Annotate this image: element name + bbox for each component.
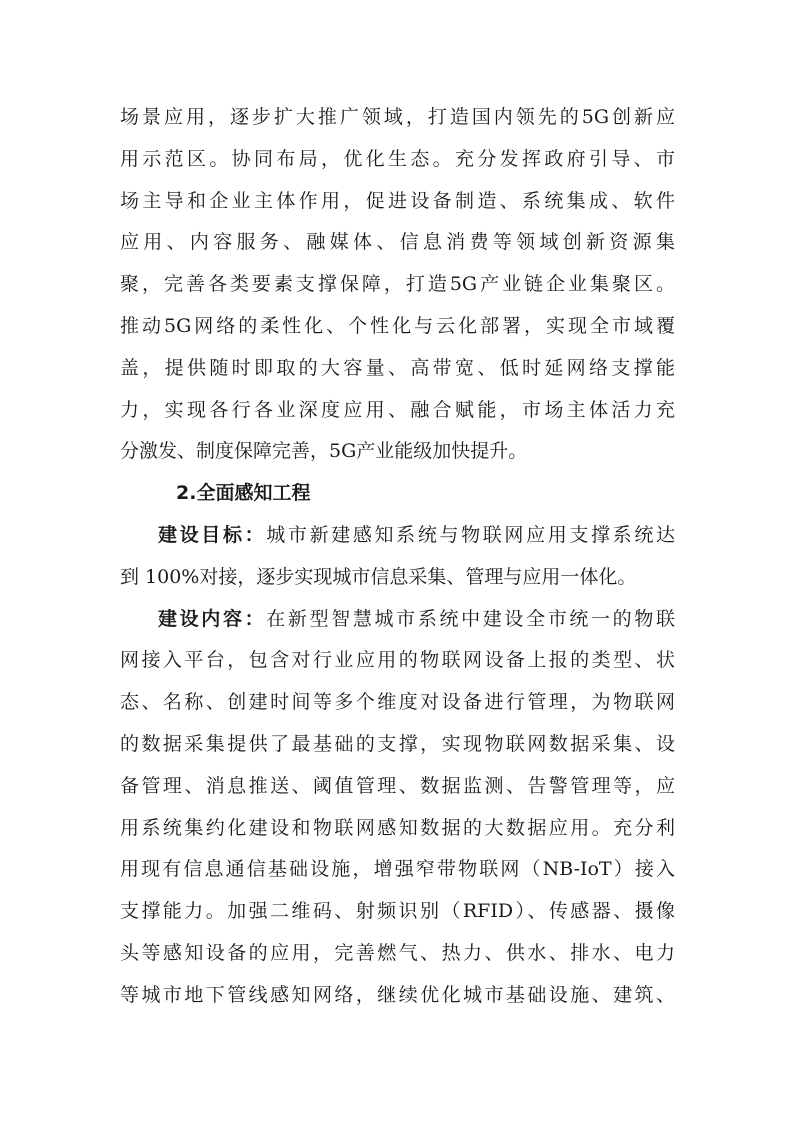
- paragraph-line: 场景应用，逐步扩大推广领域，打造国内领先的5G创新应: [120, 106, 675, 128]
- document-body: [120, 97, 675, 1017]
- content-line: 用系统集约化建设和物联网感知数据的大数据应用。充分利: [120, 816, 675, 839]
- content-line: 备管理、消息推送、阈值管理、数据监测、告警管理等，应: [120, 774, 675, 797]
- content-text: 在新型智慧城市系统中建设全市统一的物联: [266, 607, 675, 630]
- content-line: 支撑能力。加强二维码、射频识别（RFID）、传感器、摄像: [120, 900, 675, 923]
- goal-line: 到 100%对接，逐步实现城市信息采集、管理与应用一体化。: [120, 565, 637, 588]
- goal-label: 建设目标：: [158, 523, 267, 546]
- content-line: 用现有信息通信基础设施，增强窄带物联网（NB-IoT）接入: [120, 858, 675, 881]
- content-label: 建设内容：: [158, 607, 267, 630]
- content-line: 的数据采集提供了最基础的支撑，实现物联网数据采集、设: [120, 732, 675, 755]
- paragraph-line: 应用、内容服务、融媒体、信息消费等领域创新资源集: [120, 231, 675, 254]
- paragraph-line: 力，实现各行各业深度应用、融合赋能，市场主体活力充: [120, 398, 675, 421]
- content-line: 等城市地下管线感知网络，继续优化城市基础设施、建筑、: [120, 983, 675, 1006]
- content-line: 态、名称、创建时间等多个维度对设备进行管理，为物联网: [120, 691, 675, 714]
- content-line: 头等感知设备的应用，完善燃气、热力、供水、排水、电力: [120, 941, 675, 964]
- goal-text: 城市新建感知系统与物联网应用支撑系统达: [266, 523, 675, 546]
- goal-line: [120, 515, 675, 557]
- paragraph-line: 用示范区。协同布局，优化生态。充分发挥政府引导、市: [120, 147, 675, 170]
- paragraph-line: 推动5G网络的柔性化、个性化与云化部署，实现全市域覆: [120, 314, 675, 337]
- section-heading: 2.全面感知工程: [176, 482, 311, 505]
- paragraph-line: 分激发、制度保障完善，5G产业能级加快提升。: [120, 440, 528, 463]
- content-line: [120, 599, 675, 641]
- content-line: 网接入平台，包含对行业应用的物联网设备上报的类型、状: [120, 649, 675, 672]
- paragraph-line: 盖，提供随时即取的大容量、高带宽、低时延网络支撑能: [120, 356, 675, 379]
- paragraph-line: 场主导和企业主体作用，促进设备制造、系统集成、软件: [120, 189, 675, 212]
- paragraph-line: 聚，完善各类要素支撑保障，打造5G产业链企业集聚区。: [120, 273, 675, 296]
